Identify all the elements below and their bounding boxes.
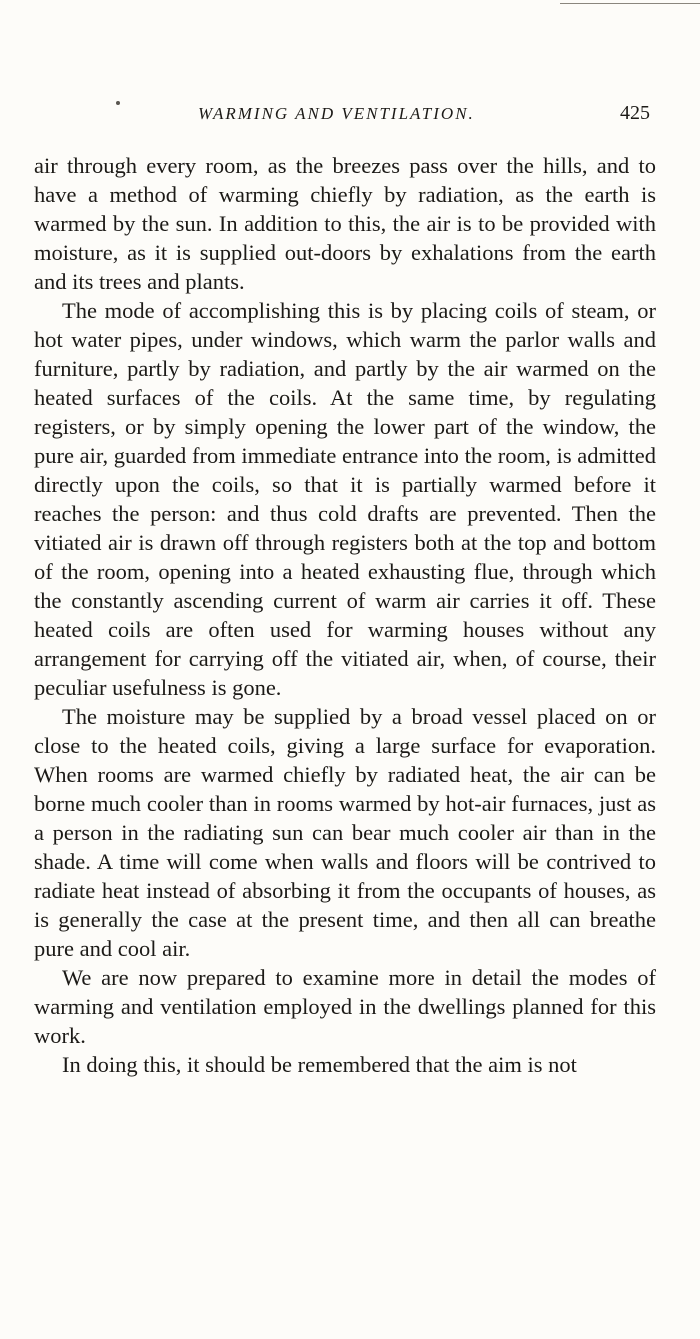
page-edge-mark [560,3,700,4]
body-text [34,151,656,1079]
paragraph: The mode of accomplishing this is by placing coils of steam, or hot water pipes, under windows, which warm the parlor walls and furniture, partly by radiation, and partly by the air warmed on the heated surfaces of the coils. At the same time, by regulating registers, or by simply opening the lower part of the window, the pure air, guarded from immediate entrance into the room, is admitted directly upon the coils, so that it is partially warmed before it reaches the person: and thus cold drafts are prevented. Then the vitiated air is drawn off through registers both at the top and bottom of the room, opening into a heated exhausting flue, through which the constantly ascending current of warm air carries it off. These heated coils are often used for warming houses without any arrangement for carrying off the vitiated air, when, of course, their peculiar usefulness is gone. [34,298,656,700]
page-number: 425 [620,102,650,124]
paragraph: The moisture may be supplied by a broad vessel placed on or close to the heated coils, giving a large surface for evaporation. When rooms are warmed chiefly by radiated heat, the air can be borne much cooler than in rooms warmed by hot-air furnaces, just as a person in the radiating sun can bear much cooler air than in the shade. A time will come when walls and floors will be contrived to radiate heat instead of absorbing it from the occupants of houses, as is generally the case at the present time, and then all can breathe pure and cool air. [34,704,656,961]
running-head: WARMING AND VENTILATION. [198,104,475,123]
paragraph: We are now prepared to examine more in detail the modes of warming and ventilation employed in the dwellings planned for this work. [34,965,656,1048]
paragraph: In doing this, it should be remembered that the aim is not [62,1052,577,1077]
paragraph-continued: air through every room, as the breezes pass over the hills, and to have a method of warming chiefly by radiation, as the earth is warmed by the sun. In addition to this, the air is to be provided with moisture, as it is supplied out-doors by exhalations from the earth and its trees and plants. [34,153,656,294]
page-header [0,100,700,130]
